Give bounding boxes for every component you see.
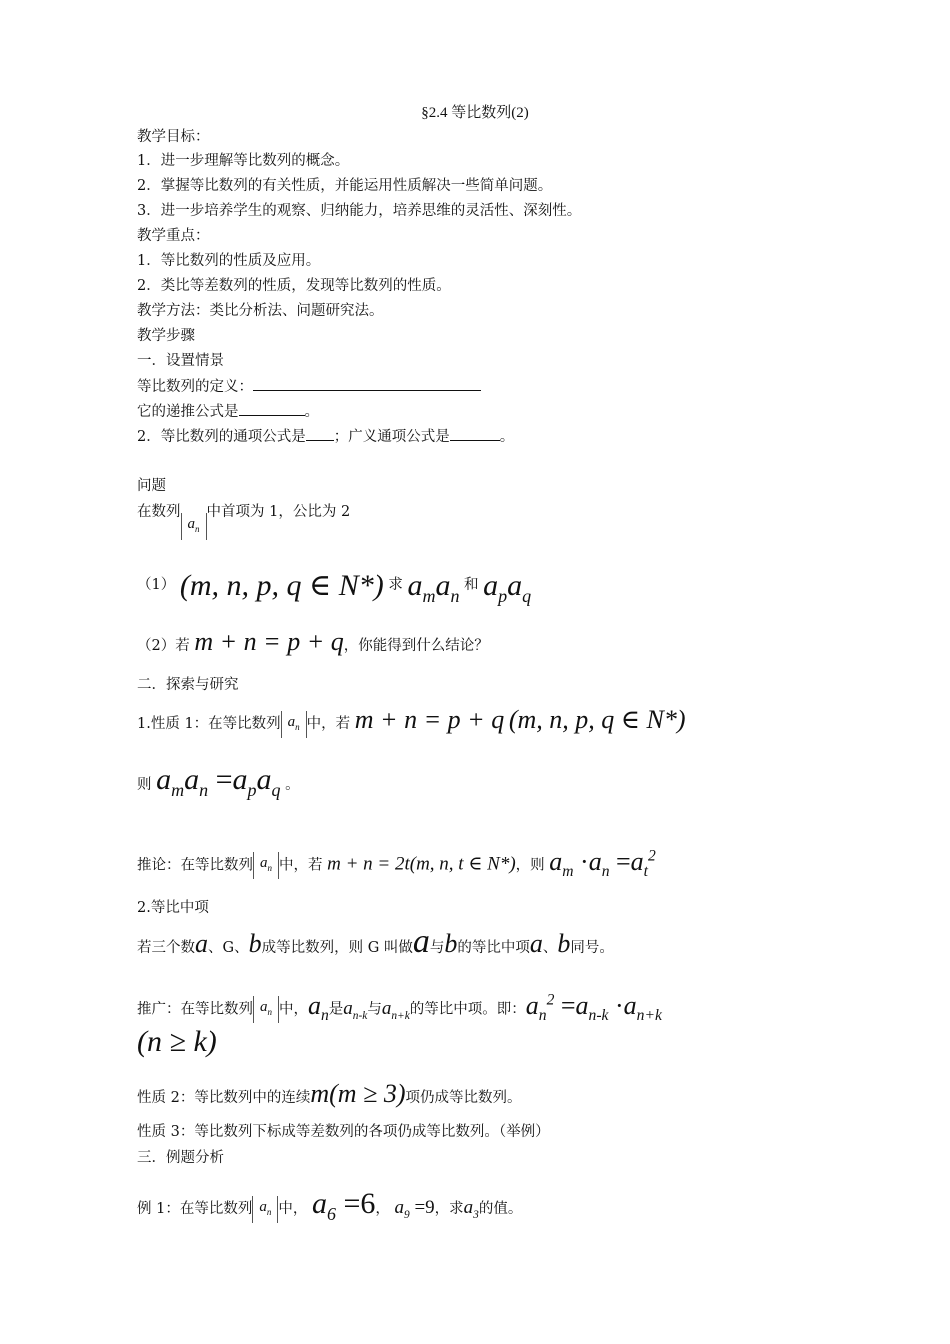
term-an-k: $a_{n-k}$	[343, 997, 368, 1022]
q1-condition: (m, n, p, q ∈ N*)	[179, 569, 384, 602]
var-a: a	[529, 929, 543, 958]
var-a: a	[195, 929, 208, 958]
text: 中首项为 1，公比为 2	[206, 504, 351, 520]
property-1-set: (m, n, p, q ∈ N*)	[508, 705, 686, 734]
text: 是	[328, 1001, 344, 1018]
property-2-m: m(m ≥ 3)	[310, 1079, 406, 1108]
var-a: a	[412, 923, 430, 960]
objective-item: 2．掌握等比数列的有关性质，并能运用性质解决一些简单问题。	[137, 178, 553, 194]
text: ，你能得到什么结论？	[343, 638, 489, 654]
formula-apaq: $a_pa_q$	[483, 569, 532, 606]
example-1-line	[137, 1184, 522, 1235]
text: 1.性质 1：在等比数列	[137, 716, 281, 732]
problem-intro	[137, 502, 350, 540]
objective-item: 3．进一步培养学生的观察、归纳能力，培养思维的灵活性、深刻性。	[137, 203, 582, 219]
given-a9: $a_9 =9$	[394, 1197, 435, 1221]
text: 例 1：在等比数列	[137, 1201, 253, 1217]
text: 项仍成等比数列。	[405, 1090, 522, 1106]
teaching-method: 教学方法：类比分析法、问题研究法。	[137, 303, 384, 319]
page-title: §2.4 等比数列(2)	[421, 105, 529, 121]
text: 中，若	[306, 716, 351, 732]
general-term-line	[137, 426, 514, 447]
punct: 。	[285, 777, 300, 793]
text: 中，	[279, 1001, 308, 1018]
var-b: b	[248, 929, 262, 958]
text: ，求	[434, 1201, 464, 1217]
definition-blank	[253, 376, 481, 391]
q1-label: （1）	[137, 577, 176, 593]
question-1	[137, 560, 531, 621]
text: 推论：在等比数列	[137, 857, 253, 874]
recurrence-blank	[239, 401, 305, 416]
section1-heading: 一．设置情景	[137, 353, 224, 369]
sequence-symbol: $a_n$	[281, 711, 307, 738]
property-1-condition: m + n = p + q	[354, 705, 505, 734]
formula-aman: $a_ma_n$	[407, 569, 460, 606]
corollary-condition: m + n = 2t(m, n, t ∈ N*)	[327, 853, 516, 875]
q2-condition: m + n = p + q	[194, 627, 344, 656]
sequence-symbol: $a_n$	[253, 852, 279, 879]
problem-heading: 问题	[137, 478, 166, 494]
key-point-item: 1．等比数列的性质及应用。	[137, 253, 321, 269]
unknown-a3: $a_3$	[463, 1197, 479, 1221]
text: 与	[367, 1001, 382, 1018]
given-a6: $a_6 =6$	[311, 1187, 376, 1224]
key-point-item: 2．类比等差数列的性质，发现等比数列的性质。	[137, 278, 451, 294]
general-term-label: 2．等比数列的通项公式是	[137, 429, 306, 445]
sequence-symbol: $a_n$	[253, 996, 279, 1023]
text: 中，	[278, 1201, 308, 1217]
recurrence-label: 它的递推公式是	[137, 404, 239, 420]
property-3-line: 性质 3：等比数列下标成等差数列的各项仍成等比数列。（举例）	[137, 1124, 550, 1140]
recurrence-line	[137, 401, 319, 422]
geometric-mean-heading: 2.等比中项	[137, 900, 209, 916]
text: 在数列	[137, 504, 181, 520]
geometric-mean-line	[137, 922, 614, 968]
broad-term-blank	[450, 426, 500, 441]
broad-term-label: ；广义通项公式是	[333, 429, 450, 445]
text: 成等比数列，则 G 叫做	[261, 940, 413, 956]
generalization-condition	[137, 1022, 217, 1067]
punct: 。	[304, 404, 319, 420]
definition-label: 等比数列的定义：	[137, 379, 253, 395]
text: 、	[542, 940, 558, 956]
key-points-heading: 教学重点：	[137, 228, 210, 244]
general-term-blank	[306, 426, 334, 441]
formula-aman-apaq: $a_ma_n =a_pa_q$	[156, 763, 281, 800]
definition-line	[137, 376, 481, 397]
sequence-symbol: $a_n$	[252, 1196, 278, 1223]
text: 的等比中项。即：	[409, 1001, 526, 1018]
text: ，则	[515, 857, 545, 874]
steps-heading: 教学步骤	[137, 328, 195, 344]
objective-item: 1．进一步理解等比数列的概念。	[137, 153, 350, 169]
text: 、G、	[208, 940, 249, 956]
text: 推广：在等比数列	[137, 1001, 253, 1018]
text: 的值。	[478, 1201, 523, 1217]
term-an: $a_n$	[308, 990, 329, 1024]
var-b: b	[444, 929, 458, 958]
property-1-line	[137, 700, 686, 744]
term-an+k: $a_{n+k}$	[381, 997, 410, 1022]
property-1-result	[137, 760, 300, 810]
q2-label: （2）若	[137, 638, 190, 654]
sequence-symbol: $a_n$	[181, 513, 207, 540]
text: 性质 2：等比数列中的连续	[137, 1090, 311, 1106]
text: 则	[137, 777, 152, 793]
text: 的等比中项	[457, 940, 530, 956]
property-2-line	[137, 1074, 521, 1118]
punct: 。	[499, 429, 515, 445]
question-2	[137, 622, 489, 666]
text: 与	[429, 940, 445, 956]
section3-heading: 三．例题分析	[137, 1150, 224, 1166]
text: 中，若	[279, 857, 323, 874]
condition-n-ge-k: (n ≥ k)	[137, 1025, 217, 1058]
corollary-line	[137, 836, 656, 892]
text: 同号。	[570, 940, 614, 956]
var-b: b	[557, 929, 571, 958]
text: 求	[388, 577, 403, 593]
objectives-heading: 教学目标：	[137, 129, 210, 145]
text: ，	[375, 1201, 390, 1217]
generalization-formula: $a_n^2 =a_{n-k} \cdot a_{n+k}$	[525, 990, 662, 1024]
text: 和	[464, 577, 479, 593]
section2-heading: 二．探索与研究	[137, 677, 239, 693]
corollary-formula: $a_m \cdot a_n =a_t^2$	[549, 846, 656, 880]
text: 若三个数	[137, 940, 195, 956]
